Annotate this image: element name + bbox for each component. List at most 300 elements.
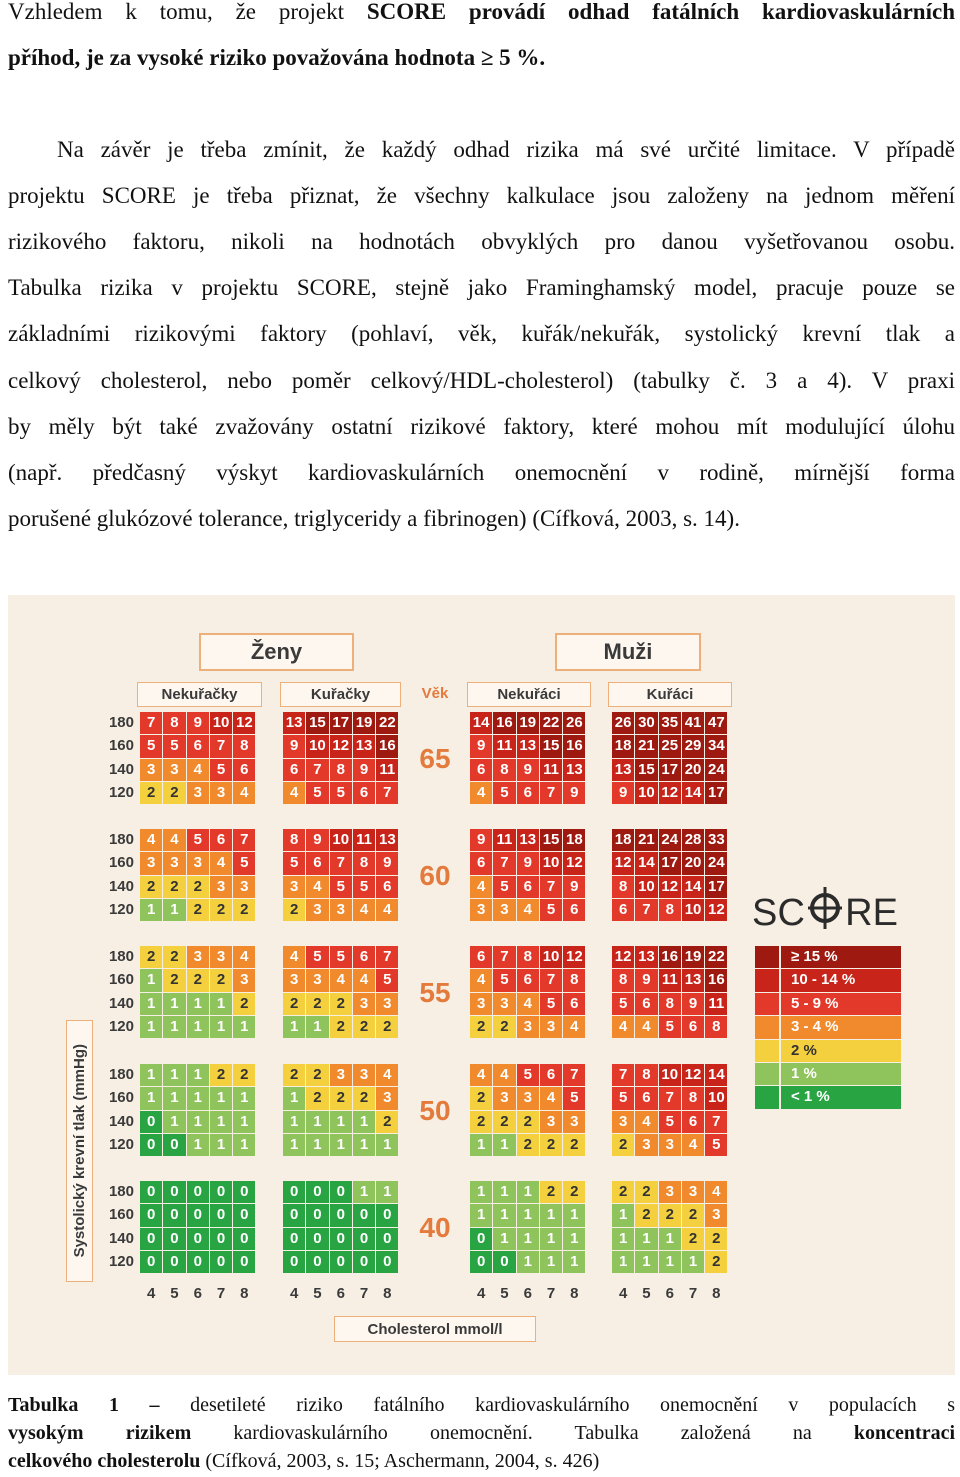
legend-label: 2 % [781,1040,901,1062]
risk-cell: 3 [470,899,492,921]
risk-cell: 4 [376,899,398,921]
risk-cell: 0 [306,1228,328,1250]
risk-cell: 4 [163,829,185,851]
risk-cell: 26 [563,712,585,734]
bold-text: příhod, je za vysoké riziko považována hodnota ≥ 5 %. [8,45,546,70]
risk-cell: 1 [659,1228,681,1250]
risk-cell: 1 [353,1134,375,1156]
risk-cell: 2 [233,993,255,1015]
risk-cell: 5 [493,782,515,804]
risk-cell: 15 [306,712,328,734]
risk-cell: 6 [517,969,539,991]
risk-cell: 0 [353,1228,375,1250]
risk-cell: 7 [540,876,562,898]
risk-cell: 4 [470,782,492,804]
risk-cell: 1 [330,1134,352,1156]
risk-cell: 3 [517,1087,539,1109]
risk-cell: 1 [493,1181,515,1203]
risk-cell: 11 [493,735,515,757]
bold-text: Tabulka 1 – [8,1394,160,1416]
risk-cell: 2 [517,1134,539,1156]
risk-cell: 4 [493,1064,515,1086]
risk-cell: 0 [233,1251,255,1273]
risk-cell: 5 [330,876,352,898]
risk-cell: 5 [659,1111,681,1133]
risk-cell: 0 [376,1228,398,1250]
risk-cell: 16 [705,969,727,991]
risk-cell: 3 [517,1016,539,1038]
risk-cell: 10 [330,829,352,851]
risk-cell: 1 [493,1228,515,1250]
risk-cell: 0 [163,1228,185,1250]
risk-cell: 13 [635,946,657,968]
risk-cell: 2 [540,1181,562,1203]
risk-cell: 1 [163,1111,185,1133]
risk-cell: 12 [612,946,634,968]
risk-cell: 7 [233,829,255,851]
risk-cell: 2 [283,993,305,1015]
risk-cell: 1 [163,899,185,921]
risk-cell: 10 [540,946,562,968]
risk-cell: 4 [210,852,232,874]
risk-cell: 13 [563,759,585,781]
risk-cell: 3 [210,782,232,804]
risk-cell: 7 [705,1111,727,1133]
risk-cell: 1 [353,1111,375,1133]
header-women-label: Ženy [250,639,303,664]
risk-cell: 14 [470,712,492,734]
risk-cell: 15 [540,735,562,757]
risk-cell: 1 [140,993,162,1015]
risk-cell: 2 [233,899,255,921]
bp-label: 180 [108,1066,134,1083]
risk-cell: 4 [376,1064,398,1086]
risk-cell: 10 [306,735,328,757]
risk-cell: 2 [163,782,185,804]
risk-cell: 5 [659,1016,681,1038]
risk-cell: 1 [376,1134,398,1156]
risk-cell: 6 [540,1064,562,1086]
text-run: (Cífková, 2003, s. 15; Aschermann, 2004, s. 426) [200,1450,600,1472]
logo-letter: C [777,891,805,934]
risk-cell: 3 [635,1134,657,1156]
risk-cell: 1 [283,1111,305,1133]
risk-cell: 6 [517,876,539,898]
risk-cell: 6 [517,782,539,804]
risk-cell: 7 [330,852,352,874]
risk-cell: 3 [187,946,209,968]
risk-cell: 7 [612,1064,634,1086]
risk-cell: 9 [635,969,657,991]
risk-cell: 9 [306,829,328,851]
risk-cell: 6 [470,759,492,781]
risk-cell: 2 [540,1134,562,1156]
risk-cell: 0 [140,1111,162,1133]
risk-cell: 0 [140,1134,162,1156]
chol-label: 7 [688,1285,698,1302]
risk-cell: 2 [563,1181,585,1203]
bp-label: 160 [108,1206,134,1224]
risk-cell: 4 [283,782,305,804]
risk-cell: 5 [353,876,375,898]
risk-cell: 0 [330,1228,352,1250]
risk-cell: 3 [493,899,515,921]
risk-cell: 1 [283,1134,305,1156]
risk-cell: 34 [705,735,727,757]
risk-cell: 0 [233,1204,255,1226]
legend-label: < 1 % [781,1086,901,1108]
risk-cell: 0 [306,1204,328,1226]
risk-cell: 3 [493,993,515,1015]
risk-cell: 14 [682,876,704,898]
risk-cell: 4 [330,969,352,991]
risk-cell: 3 [659,1181,681,1203]
risk-cell: 1 [210,1087,232,1109]
subheader-nonsmoking-women [137,682,262,707]
legend-label: 3 - 4 % [781,1016,901,1038]
risk-cell: 0 [330,1204,352,1226]
risk-cell: 10 [210,712,232,734]
bp-label: 160 [108,737,134,755]
risk-cell: 9 [376,852,398,874]
risk-cell: 1 [283,1087,305,1109]
risk-cell: 18 [612,829,634,851]
risk-cell: 1 [470,1181,492,1203]
risk-cell: 12 [330,735,352,757]
risk-cell: 2 [140,946,162,968]
risk-cell: 8 [330,759,352,781]
risk-cell: 2 [306,1087,328,1109]
risk-cell: 0 [210,1228,232,1250]
risk-cell: 9 [283,735,305,757]
risk-cell: 1 [635,1228,657,1250]
bp-label: 140 [108,877,134,895]
risk-cell: 5 [563,1087,585,1109]
risk-cell: 5 [210,759,232,781]
risk-cell: 10 [705,1087,727,1109]
risk-cell: 1 [187,993,209,1015]
chol-label: 8 [240,1285,249,1302]
risk-cell: 5 [493,876,515,898]
risk-cell: 1 [612,1251,634,1273]
risk-cell: 6 [470,946,492,968]
risk-cell: 33 [705,829,727,851]
text-run: Tabulka rizika v projektu SCORE, stejně jako Framinghamský model, pracuje pouze se [8,275,955,301]
risk-cell: 1 [306,1134,328,1156]
risk-cell: 7 [376,782,398,804]
risk-cell: 1 [612,1204,634,1226]
subheader-label: Nekuřáci [497,686,561,703]
bp-label: 140 [108,1112,134,1130]
risk-cell: 1 [283,1016,305,1038]
risk-cell: 2 [705,1228,727,1250]
chol-label: 6 [523,1285,532,1302]
risk-cell: 8 [659,899,681,921]
risk-cell: 0 [330,1181,352,1203]
legend-item [755,993,901,1016]
risk-cell: 1 [563,1204,585,1226]
risk-cell: 11 [376,759,398,781]
text-run: celkový cholesterol, nebo poměr celkový/HDL-cholesterol) (tabulky č. 3 a 4). V praxi [8,367,955,393]
risk-cell: 1 [470,1134,492,1156]
risk-cell: 16 [563,735,585,757]
risk-cell: 0 [283,1251,305,1273]
risk-cell: 8 [659,993,681,1015]
risk-cell: 7 [659,1087,681,1109]
score-logo [752,891,898,935]
risk-cell: 28 [682,829,704,851]
risk-cell: 4 [470,876,492,898]
risk-cell: 8 [705,1016,727,1038]
risk-cell: 3 [540,1016,562,1038]
risk-cell: 6 [210,829,232,851]
risk-cell: 3 [233,876,255,898]
text-run: Na závěr je třeba zmínit, že každý odhad rizika má své určité limitace. V případě [57,137,955,162]
risk-cell: 3 [140,759,162,781]
risk-cell: 2 [283,1064,305,1086]
risk-cell: 5 [540,899,562,921]
risk-cell: 5 [376,969,398,991]
risk-cell: 14 [705,1064,727,1086]
risk-cell: 4 [517,899,539,921]
subheader-nonsmoking-men [467,682,591,707]
risk-cell: 22 [705,946,727,968]
bp-label: 180 [108,714,134,731]
risk-cell: 1 [233,1087,255,1109]
bp-label: 120 [108,1017,134,1035]
risk-cell: 2 [163,969,185,991]
risk-cell: 4 [306,876,328,898]
risk-cell: 13 [376,829,398,851]
risk-cell: 1 [233,1111,255,1133]
risk-cell: 1 [306,1111,328,1133]
risk-cell: 5 [283,852,305,874]
risk-cell: 1 [187,1087,209,1109]
risk-cell: 12 [659,782,681,804]
bp-label: 140 [108,1229,134,1247]
risk-cell: 4 [233,782,255,804]
risk-cell: 3 [306,899,328,921]
risk-cell: 3 [330,899,352,921]
risk-cell: 2 [210,899,232,921]
chol-label: 6 [665,1285,674,1302]
risk-cell: 3 [612,1111,634,1133]
risk-cell: 5 [517,1064,539,1086]
risk-cell: 11 [705,993,727,1015]
legend-swatch [755,946,779,968]
legend-item [755,969,901,992]
risk-cell: 0 [210,1181,232,1203]
subheader-label: Kuřáci [646,686,694,703]
risk-cell: 10 [659,1064,681,1086]
risk-cell: 3 [187,852,209,874]
risk-cell: 4 [635,1111,657,1133]
risk-cell: 0 [187,1181,209,1203]
risk-cell: 1 [470,1204,492,1226]
chol-label: 5 [313,1285,322,1302]
risk-cell: 2 [233,1064,255,1086]
risk-cell: 3 [306,969,328,991]
risk-cell: 9 [470,829,492,851]
risk-cell: 2 [612,1181,634,1203]
risk-cell: 3 [376,1087,398,1109]
risk-cell: 4 [612,1016,634,1038]
risk-cell: 5 [540,993,562,1015]
risk-cell: 1 [163,1087,185,1109]
risk-cell: 7 [140,712,162,734]
risk-cell: 7 [376,946,398,968]
risk-cell: 6 [470,852,492,874]
bold-text: celkového cholesterolu [8,1450,201,1472]
bp-label: 160 [108,971,134,989]
risk-cell: 7 [540,969,562,991]
risk-cell: 6 [635,993,657,1015]
legend-swatch [755,1040,779,1062]
risk-cell: 4 [353,969,375,991]
chol-label: 6 [193,1285,202,1302]
risk-cell: 8 [612,969,634,991]
text-run: (např. předčasný výskyt kardiovaskulárních onemocnění v rodině, mírnější forma [8,459,955,485]
risk-cell: 5 [163,735,185,757]
risk-cell: 21 [635,735,657,757]
logo-letter: S [752,891,778,934]
risk-cell: 0 [283,1204,305,1226]
subheader-label: Nekuřačky [161,686,238,703]
risk-cell: 1 [210,1016,232,1038]
risk-cell: 0 [376,1251,398,1273]
risk-cell: 11 [353,829,375,851]
risk-cell: 25 [659,735,681,757]
risk-cell: 2 [140,876,162,898]
bp-label: 120 [108,900,134,918]
risk-cell: 2 [187,899,209,921]
bp-label: 140 [108,760,134,778]
risk-cell: 24 [705,759,727,781]
risk-cell: 4 [140,829,162,851]
risk-cell: 13 [353,735,375,757]
risk-cell: 0 [353,1204,375,1226]
risk-cell: 1 [140,969,162,991]
age-header: Věk [421,685,449,702]
risk-cell: 2 [210,1064,232,1086]
risk-cell: 1 [635,1251,657,1273]
risk-cell: 0 [187,1251,209,1273]
risk-cell: 3 [493,1087,515,1109]
risk-cell: 3 [470,993,492,1015]
risk-cell: 2 [635,1181,657,1203]
risk-cell: 0 [163,1134,185,1156]
risk-cell: 6 [353,946,375,968]
risk-cell: 7 [493,852,515,874]
risk-cell: 15 [540,829,562,851]
subheader-label: Kuřačky [310,686,371,703]
risk-cell: 22 [376,712,398,734]
risk-cell: 1 [563,1228,585,1250]
risk-cell: 21 [635,829,657,851]
risk-cell: 2 [659,1204,681,1226]
risk-cell: 2 [330,993,352,1015]
age-label-60: 60 [419,859,451,891]
bp-label: 140 [108,994,134,1012]
chol-label: 6 [336,1285,345,1302]
risk-cell: 0 [233,1181,255,1203]
risk-cell: 0 [233,1228,255,1250]
risk-cell: 12 [612,852,634,874]
risk-cell: 1 [517,1181,539,1203]
risk-cell: 1 [563,1251,585,1273]
risk-cell: 26 [612,712,634,734]
y-axis-label [66,1020,93,1282]
risk-cell: 6 [306,852,328,874]
risk-cell: 5 [330,782,352,804]
text-run: základními rizikovými faktory (pohlaví, věk, kuřák/nekuřák, systolický krevní tlak a [8,321,955,347]
risk-cell: 4 [540,1087,562,1109]
legend-item [755,1040,901,1063]
risk-cell: 9 [563,782,585,804]
bp-label: 180 [108,831,134,848]
risk-cell: 0 [187,1228,209,1250]
risk-cell: 4 [682,1134,704,1156]
text-run: Vzhledem k tomu, že projekt [8,0,367,24]
risk-cell: 6 [233,759,255,781]
risk-cell: 3 [563,1111,585,1133]
risk-cell: 0 [210,1204,232,1226]
bp-label: 120 [108,783,134,801]
risk-cell: 19 [682,946,704,968]
risk-cell: 2 [376,1111,398,1133]
chol-label: 8 [383,1285,392,1302]
risk-cell: 2 [682,1204,704,1226]
risk-cell: 24 [659,829,681,851]
risk-cell: 8 [563,969,585,991]
risk-cell: 1 [233,1134,255,1156]
risk-cell: 6 [563,899,585,921]
chol-label: 7 [359,1285,369,1302]
risk-cell: 1 [353,1181,375,1203]
risk-cell: 10 [540,852,562,874]
risk-cell: 19 [353,712,375,734]
risk-cell: 1 [210,993,232,1015]
risk-cell: 12 [563,852,585,874]
risk-cell: 1 [163,993,185,1015]
bp-label: 180 [108,1183,134,1200]
risk-cell: 0 [306,1181,328,1203]
risk-cell: 1 [140,1064,162,1086]
text-run: rizikového faktoru, nikoli na hodnotách obvyklých pro danou vyšetřovanou osobu. [8,229,955,255]
risk-cell: 0 [140,1181,162,1203]
risk-cell: 12 [563,946,585,968]
chol-label: 5 [500,1285,509,1302]
legend-label: 10 - 14 % [781,969,901,991]
chol-label: 8 [712,1285,721,1302]
risk-cell: 0 [140,1228,162,1250]
risk-cell: 2 [705,1251,727,1273]
risk-cell: 1 [493,1204,515,1226]
risk-cell: 1 [187,1064,209,1086]
risk-cell: 1 [233,1016,255,1038]
risk-cell: 8 [233,735,255,757]
risk-cell: 6 [353,782,375,804]
legend-swatch [755,969,779,991]
risk-cell: 1 [612,1228,634,1250]
risk-cell: 6 [635,1087,657,1109]
risk-cell: 1 [306,1016,328,1038]
risk-cell: 7 [493,946,515,968]
risk-cell: 8 [517,946,539,968]
risk-cell: 24 [705,852,727,874]
risk-cell: 2 [493,1111,515,1133]
risk-cell: 5 [140,735,162,757]
